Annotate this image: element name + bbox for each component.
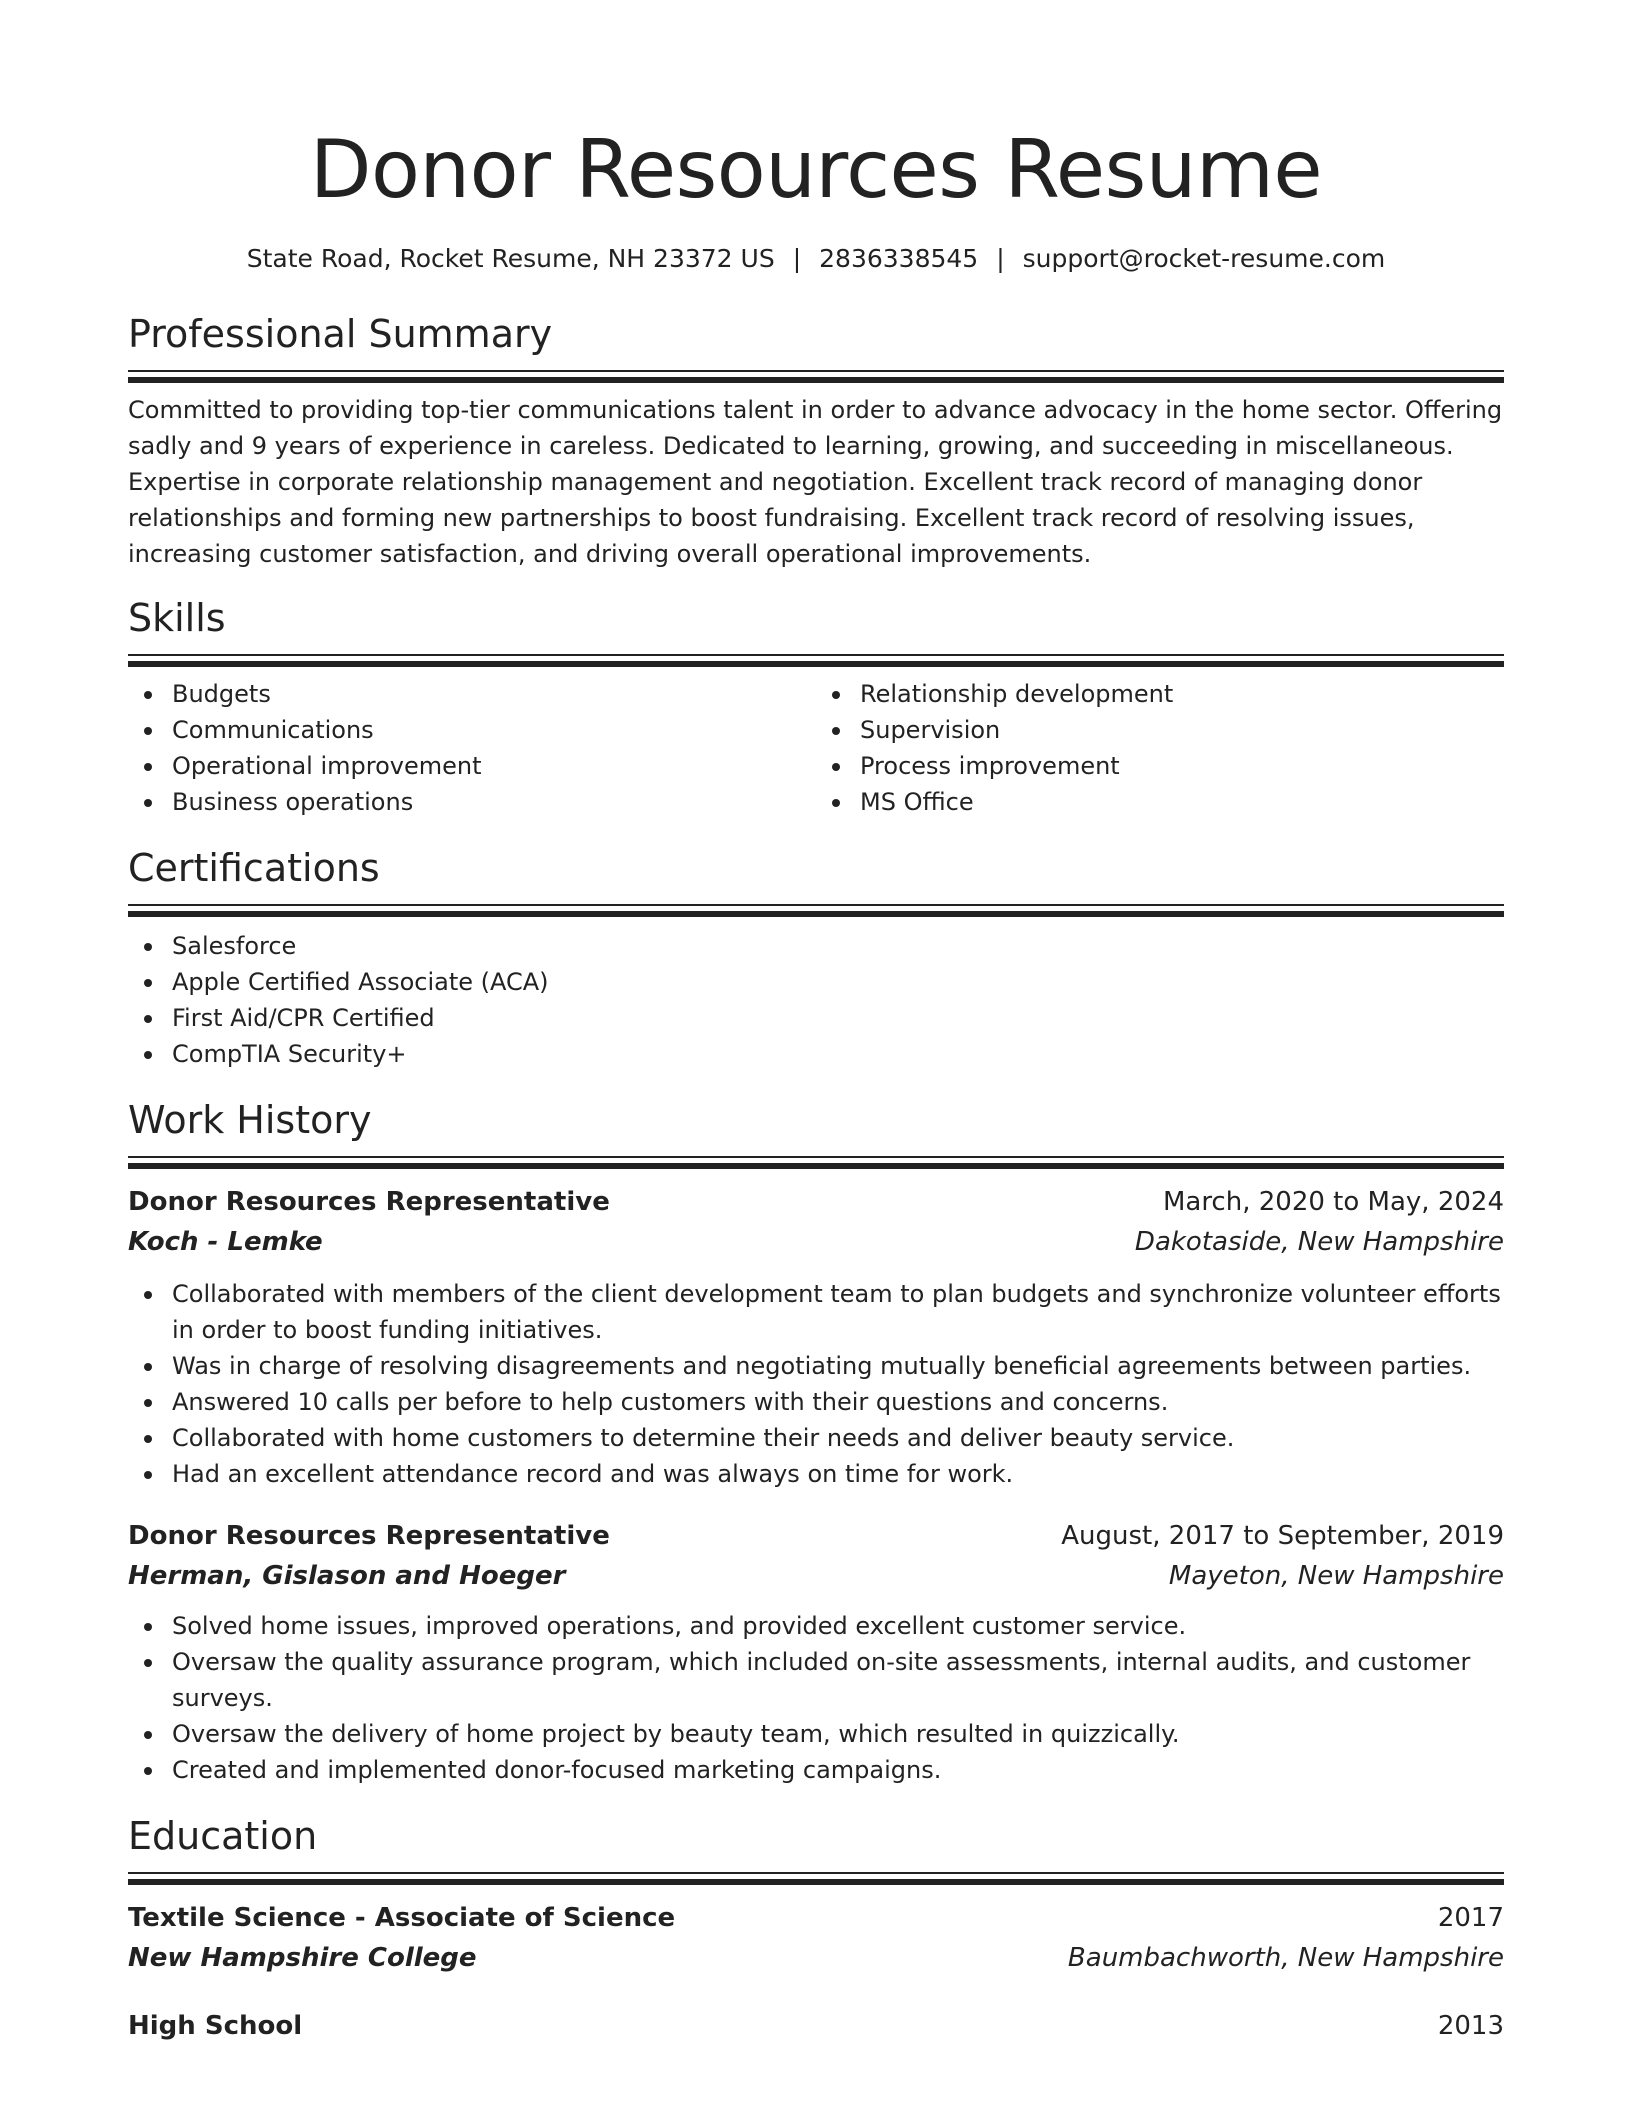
certification-item: Apple Certified Associate (ACA) — [172, 964, 1504, 1000]
section-divider — [128, 1156, 1504, 1170]
certifications-section — [128, 844, 1504, 1072]
skill-item: MS Office — [860, 784, 1504, 820]
skill-item: Communications — [172, 712, 816, 748]
job-dates: August, 2017 to September, 2019 — [1061, 1521, 1504, 1551]
education-header — [128, 1898, 1504, 1938]
job-bullet: Collaborated with home customers to determine their needs and deliver beauty service. — [172, 1420, 1504, 1456]
skills-column-right — [816, 676, 1504, 820]
job-bullet: Oversaw the quality assurance program, which included on-site assessments, internal audits, and customer surveys. — [172, 1644, 1504, 1716]
education-header — [128, 2006, 1504, 2046]
education-entry — [128, 2006, 1504, 2046]
job-bullet: Oversaw the delivery of home project by beauty team, which resulted in quizzically. — [172, 1716, 1504, 1752]
education-location: Baumbachworth, New Hampshire — [1067, 1943, 1504, 1973]
work-history-heading: Work History — [128, 1098, 372, 1142]
work-history-section — [128, 1096, 1504, 1788]
summary-heading: Professional Summary — [128, 312, 553, 356]
skill-item: Process improvement — [860, 748, 1504, 784]
certifications-list — [128, 928, 1504, 1072]
education-section — [128, 1812, 1504, 2046]
job-bullet: Solved home issues, improved operations, and provided excellent customer service. — [172, 1608, 1504, 1644]
education-entry — [128, 1898, 1504, 1978]
job-company: Herman, Gislason and Hoeger — [128, 1561, 566, 1591]
section-divider — [128, 904, 1504, 918]
job-subheader — [128, 1222, 1504, 1262]
job-header — [128, 1182, 1504, 1222]
job-company: Koch - Lemke — [128, 1227, 323, 1257]
job-bullet: Answered 10 calls per before to help customers with their questions and concerns. — [172, 1384, 1504, 1420]
job-location: Mayeton, New Hampshire — [1168, 1561, 1504, 1591]
job-dates: March, 2020 to May, 2024 — [1162, 1187, 1504, 1217]
certification-item: CompTIA Security+ — [172, 1036, 1504, 1072]
summary-section — [128, 310, 1504, 572]
certification-item: First Aid/CPR Certified — [172, 1000, 1504, 1036]
education-school: New Hampshire College — [128, 1943, 477, 1973]
job-location: Dakotaside, New Hampshire — [1134, 1227, 1504, 1257]
job-bullets — [128, 1276, 1504, 1492]
summary-text: Committed to providing top-tier communications talent in order to advance advocacy in the home sector. Offering sadly and 9 years of experience in careless. Dedicated to learning, growing, and succeeding in miscellaneous. Expertise in corporate relationship management and negotiation. Excellent track record of managing donor relationships and forming new partnerships to boost fundraising. Excellent track record of resolving issues, increasing customer satisfaction, and driving overall operational improvements. — [128, 396, 1503, 568]
resume-title: Donor Resources Resume — [309, 123, 1323, 216]
contact-separator: | — [792, 244, 802, 273]
section-divider — [128, 370, 1504, 384]
job-bullets — [128, 1608, 1504, 1788]
contact-separator: | — [996, 244, 1005, 273]
job-bullet: Had an excellent attendance record and was always on time for work. — [172, 1456, 1504, 1492]
skill-item: Business operations — [172, 784, 816, 820]
contact-email[interactable]: support@rocket-resume.com — [1022, 244, 1386, 273]
contact-line — [128, 242, 1504, 276]
skills-list — [128, 676, 1504, 820]
job-header — [128, 1516, 1504, 1556]
education-year: 2013 — [1437, 2011, 1504, 2041]
job-title: Donor Resources Representative — [128, 1187, 610, 1217]
certifications-heading: Certifications — [128, 846, 380, 890]
job-subheader — [128, 1556, 1504, 1596]
education-subheader — [128, 1938, 1504, 1978]
job-title: Donor Resources Representative — [128, 1521, 610, 1551]
job-entry — [128, 1516, 1504, 1788]
education-degree: Textile Science - Associate of Science — [128, 1903, 676, 1933]
section-divider — [128, 654, 1504, 668]
certification-item: Salesforce — [172, 928, 1504, 964]
skill-item: Relationship development — [860, 676, 1504, 712]
job-entry — [128, 1182, 1504, 1492]
skills-section — [128, 594, 1504, 820]
skill-item: Budgets — [172, 676, 816, 712]
skills-heading: Skills — [128, 596, 226, 640]
job-bullet: Collaborated with members of the client development team to plan budgets and synchronize volunteer efforts in order to boost funding initiatives. — [172, 1276, 1504, 1348]
job-bullet: Was in charge of resolving disagreements and negotiating mutually beneficial agreements between parties. — [172, 1348, 1504, 1384]
education-degree: High School — [128, 2011, 303, 2041]
skill-item: Supervision — [860, 712, 1504, 748]
education-year: 2017 — [1437, 1903, 1504, 1933]
skills-column-left — [128, 676, 816, 820]
education-heading: Education — [128, 1814, 318, 1858]
contact-address: State Road, Rocket Resume, NH 23372 US — [246, 244, 775, 273]
section-divider — [128, 1872, 1504, 1886]
job-bullet: Created and implemented donor-focused marketing campaigns. — [172, 1752, 1504, 1788]
skill-item: Operational improvement — [172, 748, 816, 784]
contact-phone: 2836338545 — [819, 244, 979, 273]
